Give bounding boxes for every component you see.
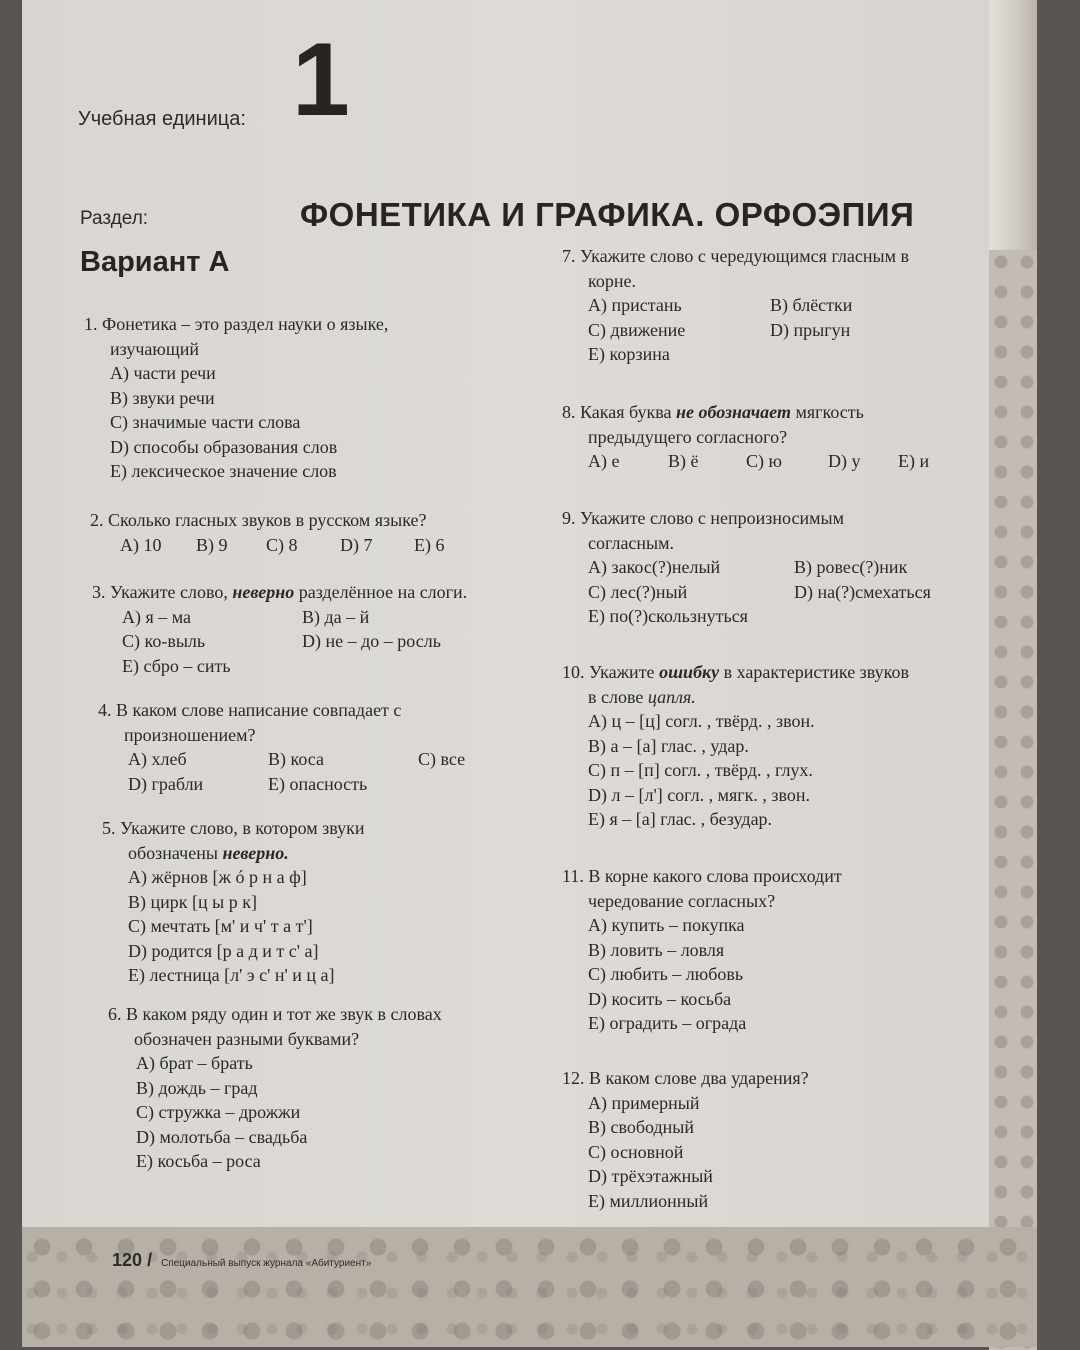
section-label: Раздел: (80, 208, 149, 229)
question-text-cont: изучающий (110, 338, 199, 359)
option-d: D) молотьба – свадьба (136, 1126, 308, 1147)
question-text: 6. В каком ряду один и тот же звук в словах (108, 1004, 442, 1024)
option-b: В) ловить – ловля (588, 939, 725, 960)
option-e: Е) лексическое значение слов (110, 461, 337, 481)
option-c: С) п – [п] согл. , твёрд. , глух. (588, 760, 813, 780)
question-text-cont: чередование согласных? (588, 890, 776, 911)
unit-number: 1 (292, 22, 350, 138)
option-b: В) а – [а] глас. , удар. (588, 735, 749, 756)
option-b: В) ровес(?)ник (794, 557, 908, 577)
option-d: D) способы образования слов (110, 436, 338, 457)
question-text-cont: согласным. (588, 532, 675, 553)
option-d: D) 7 (340, 534, 373, 555)
question-9 (562, 506, 931, 629)
option-a: А) ц – [ц] согл. , твёрд. , звон. (588, 711, 815, 731)
option-b: В) цирк [ц ы р к] (128, 891, 257, 912)
unit-label: Учебная единица: (78, 108, 246, 130)
question-text: 8. Какая буква не обозначает мягкость (562, 402, 864, 422)
question-text: 7. Укажите слово с чередующимся гласным в (562, 246, 909, 266)
question-11 (562, 864, 842, 1036)
question-text: 10. Укажите ошибку в характеристике звуков (562, 662, 910, 682)
option-a: А) части речи (110, 363, 216, 383)
option-b: В) ё (668, 451, 699, 471)
question-text: 1. Фонетика – это раздел науки о языке, (84, 314, 389, 334)
page-number: 120 (112, 1250, 143, 1270)
option-c: С) стружка – дрожжи (136, 1102, 301, 1122)
option-e: Е) опасность (268, 773, 368, 794)
option-b: В) да – й (302, 606, 370, 627)
option-e: Е) косьба – роса (136, 1151, 261, 1171)
option-a: А) закос(?)нелый (588, 557, 721, 577)
option-e: Е) 6 (414, 534, 445, 555)
option-b: В) коса (268, 749, 324, 769)
option-d: D) родится [р а д и т с' а] (128, 940, 319, 961)
option-e: Е) и (898, 451, 930, 471)
option-a: А) примерный (588, 1092, 700, 1113)
option-c: С) движение (588, 319, 686, 340)
question-text: 9. Укажите слово с непроизносимым (562, 508, 844, 528)
option-a: А) жёрнов [ж ó р н а ф] (128, 867, 307, 887)
option-c: С) ю (746, 451, 782, 471)
option-e: Е) миллионный (588, 1190, 709, 1211)
option-a: А) я – ма (122, 606, 192, 627)
option-a: А) 10 (120, 534, 162, 555)
option-e: Е) оградить – ограда (588, 1013, 747, 1033)
page-footer (112, 1250, 371, 1271)
question-text: 11. В корне какого слова происходит (562, 866, 842, 886)
option-a: А) пристань (588, 295, 682, 315)
footer-source: Специальный выпуск журнала «Абитуриент» (161, 1258, 372, 1269)
option-b: В) 9 (196, 534, 228, 555)
option-c: С) 8 (266, 534, 298, 555)
option-d: D) грабли (128, 773, 204, 794)
question-7 (562, 244, 909, 367)
option-a: А) е (588, 451, 620, 471)
question-text: 4. В каком слове написание совпадает с (98, 700, 402, 720)
question-3 (92, 580, 467, 678)
ornament-border-right (989, 250, 1037, 1350)
question-4 (98, 698, 465, 796)
question-text-cont: предыдущего согласного? (588, 426, 788, 447)
question-12 (562, 1066, 809, 1213)
option-c: С) лес(?)ный (588, 581, 688, 602)
option-b: В) дождь – град (136, 1077, 258, 1098)
option-e: Е) сбро – сить (122, 655, 231, 676)
question-10 (562, 660, 909, 832)
question-text: 3. Укажите слово, неверно разделённое на слоги. (92, 582, 468, 602)
option-d: D) прыгун (770, 319, 851, 340)
option-a: А) хлеб (128, 749, 187, 769)
option-d: D) трёхэтажный (588, 1166, 713, 1186)
question-2 (90, 508, 445, 557)
option-d: D) на(?)смехаться (794, 581, 931, 602)
footer-separator: / (147, 1250, 153, 1270)
option-e: Е) лестница [л' э с' н' и ц а] (128, 965, 335, 985)
question-8 (562, 400, 929, 474)
option-e: Е) корзина (588, 344, 670, 364)
option-d: D) у (828, 451, 861, 471)
question-text-cont: в слове цапля. (588, 686, 696, 707)
question-text-cont: обозначен разными буквами? (134, 1028, 360, 1049)
question-text: 12. В каком слове два ударения? (562, 1068, 809, 1088)
question-text: 5. Укажите слово, в котором звуки (102, 818, 365, 838)
option-b: В) звуки речи (110, 387, 215, 408)
option-c: С) значимые части слова (110, 412, 301, 432)
ornament-border-bottom (22, 1227, 1037, 1347)
option-c: С) мечтать [м' и ч' т а т'] (128, 916, 313, 936)
option-c: С) любить – любовь (588, 964, 744, 984)
option-e: Е) по(?)скользнуться (588, 606, 748, 626)
question-text-cont: обозначены неверно. (128, 842, 289, 863)
question-text-cont: корне. (588, 270, 636, 291)
question-6 (108, 1002, 442, 1174)
option-a: А) купить – покупка (588, 915, 745, 935)
option-e: Е) я – [а] глас. , безудар. (588, 809, 773, 829)
option-d: D) л – [л'] согл. , мягк. , звон. (588, 784, 811, 805)
option-c: С) ко-выль (122, 631, 206, 651)
option-a: А) брат – брать (136, 1053, 253, 1073)
option-d: D) косить – косьба (588, 988, 732, 1009)
question-text-cont: произношением? (124, 724, 256, 745)
option-b: В) свободный (588, 1117, 695, 1137)
option-c: С) основной (588, 1141, 684, 1162)
question-1 (84, 312, 388, 484)
question-5 (102, 816, 365, 988)
section-title: ФОНЕТИКА И ГРАФИКА. ОРФОЭПИЯ (300, 196, 915, 233)
option-d: D) не – до – росль (302, 631, 441, 651)
option-b: В) блёстки (770, 295, 853, 315)
variant-title: Вариант А (80, 246, 230, 278)
option-c: С) все (418, 749, 466, 769)
question-text: 2. Сколько гласных звуков в русском языке? (90, 510, 427, 530)
